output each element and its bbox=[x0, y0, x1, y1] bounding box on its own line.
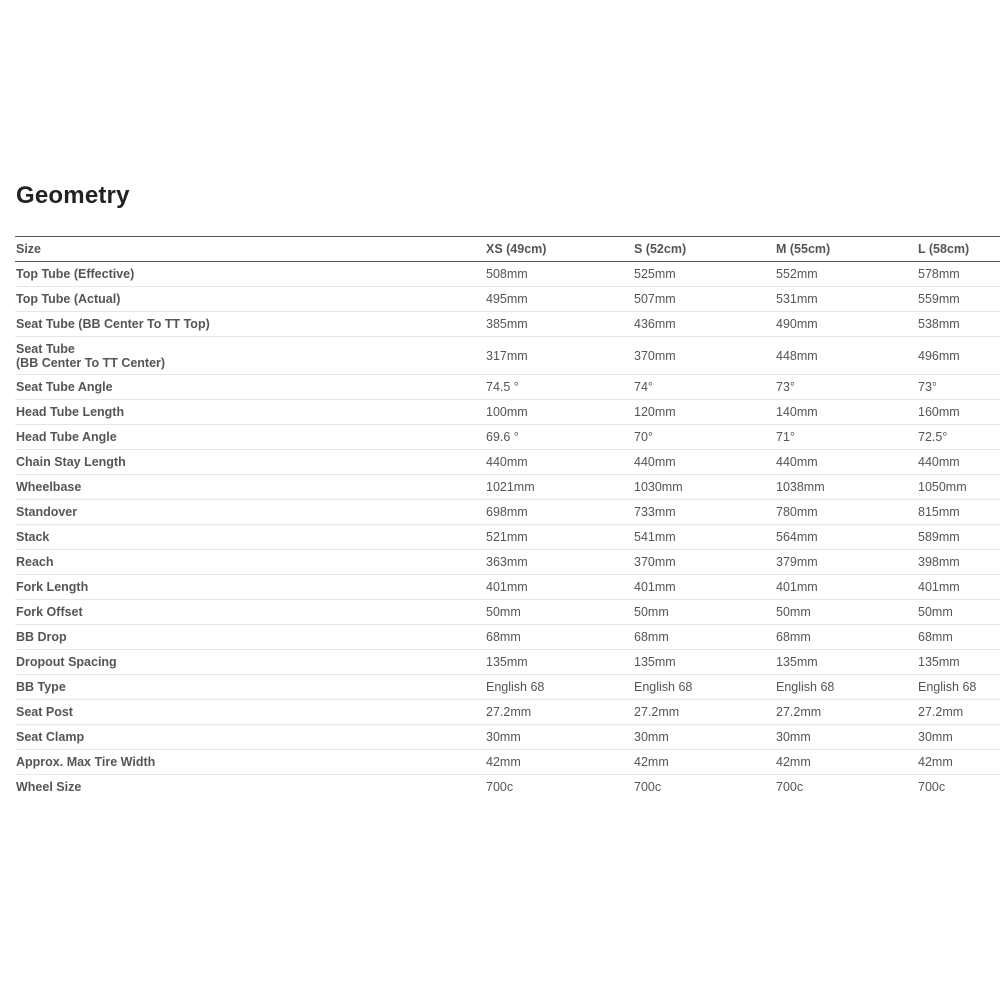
row-s-cell: 50mm bbox=[633, 600, 775, 625]
table-row bbox=[15, 500, 1000, 525]
row-m-cell: 1038mm bbox=[775, 475, 917, 500]
row-l-cell: 73° bbox=[917, 375, 1000, 400]
table-row bbox=[15, 262, 1000, 287]
row-label-cell: BB Type bbox=[15, 675, 485, 700]
row-l-cell: 538mm bbox=[917, 312, 1000, 337]
row-l-cell: 815mm bbox=[917, 500, 1000, 525]
row-l-cell: 401mm bbox=[917, 575, 1000, 600]
row-m-cell: 780mm bbox=[775, 500, 917, 525]
row-m-cell: 564mm bbox=[775, 525, 917, 550]
row-l-cell: 135mm bbox=[917, 650, 1000, 675]
row-label-cell: Seat Tube (BB Center To TT Center) bbox=[15, 337, 485, 375]
row-xs-cell: 317mm bbox=[485, 337, 633, 375]
row-m-cell: 73° bbox=[775, 375, 917, 400]
table-row bbox=[15, 400, 1000, 425]
row-m-cell: 135mm bbox=[775, 650, 917, 675]
row-m-cell: 440mm bbox=[775, 450, 917, 475]
row-l-cell: English 68 bbox=[917, 675, 1000, 700]
row-label-cell: Top Tube (Effective) bbox=[15, 262, 485, 287]
table-row bbox=[15, 475, 1000, 500]
header-size: Size bbox=[15, 237, 485, 262]
row-s-cell: 120mm bbox=[633, 400, 775, 425]
table-row bbox=[15, 575, 1000, 600]
row-xs-cell: 700c bbox=[486, 780, 514, 794]
table-row bbox=[15, 750, 1000, 775]
row-s-cell: 401mm bbox=[633, 575, 775, 600]
row-l-cell: 68mm bbox=[917, 625, 1000, 650]
row-label-cell: Seat Post bbox=[15, 700, 485, 725]
row-m-cell: 71° bbox=[775, 425, 917, 450]
row-label-cell: BB Drop bbox=[15, 625, 485, 650]
row-m-cell: 42mm bbox=[775, 750, 917, 775]
row-label-cell: Wheelbase bbox=[15, 475, 485, 500]
row-xs-cell: 508mm bbox=[485, 262, 633, 287]
table-row bbox=[15, 725, 1000, 750]
row-s-cell: 436mm bbox=[633, 312, 775, 337]
table-row bbox=[15, 425, 1000, 450]
row-label-cell: Seat Tube Angle bbox=[15, 375, 485, 400]
row-l-cell: 440mm bbox=[917, 450, 1000, 475]
table-row bbox=[15, 700, 1000, 725]
row-xs-cell: 440mm bbox=[485, 450, 633, 475]
row-s-cell: 440mm bbox=[633, 450, 775, 475]
row-s-cell: 370mm bbox=[633, 337, 775, 375]
row-xs-cell: 68mm bbox=[485, 625, 633, 650]
row-s-cell: 525mm bbox=[633, 262, 775, 287]
row-xs-cell: 100mm bbox=[485, 400, 633, 425]
row-s-cell: 74° bbox=[633, 375, 775, 400]
row-label-cell: Head Tube Length bbox=[15, 400, 485, 425]
row-xs-cell: 698mm bbox=[485, 500, 633, 525]
row-label-cell: Head Tube Angle bbox=[15, 425, 485, 450]
row-xs-cell: 42mm bbox=[485, 750, 633, 775]
row-xs-cell: 50mm bbox=[485, 600, 633, 625]
row-xs-cell: 385mm bbox=[485, 312, 633, 337]
row-s-cell: 1030mm bbox=[633, 475, 775, 500]
row-xs-cell: 521mm bbox=[485, 525, 633, 550]
row-l-cell: 589mm bbox=[917, 525, 1000, 550]
row-m-cell: 490mm bbox=[775, 312, 917, 337]
row-s-cell: 42mm bbox=[633, 750, 775, 775]
row-l-cell: 578mm bbox=[917, 262, 1000, 287]
row-xs-cell: 30mm bbox=[485, 725, 633, 750]
row-s-cell: 135mm bbox=[633, 650, 775, 675]
row-label-cell: Standover bbox=[15, 500, 485, 525]
row-m-cell: 30mm bbox=[775, 725, 917, 750]
row-s-cell: 68mm bbox=[633, 625, 775, 650]
table-row bbox=[15, 287, 1000, 312]
row-label-cell: Stack bbox=[15, 525, 485, 550]
row-l-cell: 700c bbox=[918, 780, 946, 794]
row-m-cell: 448mm bbox=[775, 337, 917, 375]
row-s-cell: 70° bbox=[633, 425, 775, 450]
row-l-cell: 496mm bbox=[917, 337, 1000, 375]
row-s-cell: 541mm bbox=[633, 525, 775, 550]
table-header-row bbox=[15, 237, 1000, 262]
row-m-cell: 700c bbox=[776, 780, 804, 794]
table-row bbox=[15, 600, 1000, 625]
row-label-cell: Dropout Spacing bbox=[15, 650, 485, 675]
row-m-cell: 531mm bbox=[775, 287, 917, 312]
table-row bbox=[15, 312, 1000, 337]
row-s-cell: 27.2mm bbox=[633, 700, 775, 725]
header-s: S (52cm) bbox=[633, 237, 775, 262]
row-xs-cell: 74.5 ° bbox=[485, 375, 633, 400]
row-l-cell: 160mm bbox=[917, 400, 1000, 425]
row-m-cell: 50mm bbox=[775, 600, 917, 625]
row-m-cell: 552mm bbox=[775, 262, 917, 287]
row-label-cell: Reach bbox=[15, 550, 485, 575]
row-xs-cell: 69.6 ° bbox=[485, 425, 633, 450]
row-s-cell: 370mm bbox=[633, 550, 775, 575]
table-row bbox=[15, 337, 1000, 375]
row-l-cell: 559mm bbox=[917, 287, 1000, 312]
row-m-cell: 68mm bbox=[775, 625, 917, 650]
row-m-cell: 140mm bbox=[775, 400, 917, 425]
row-s-cell: 507mm bbox=[633, 287, 775, 312]
row-l-cell: 27.2mm bbox=[917, 700, 1000, 725]
header-l: L (58cm) bbox=[917, 237, 1000, 262]
row-l-cell: 72.5° bbox=[917, 425, 1000, 450]
row-s-cell: 733mm bbox=[633, 500, 775, 525]
row-m-cell: English 68 bbox=[775, 675, 917, 700]
row-xs-cell: English 68 bbox=[485, 675, 633, 700]
table-row bbox=[15, 775, 1000, 800]
table-row bbox=[15, 675, 1000, 700]
table-row bbox=[15, 625, 1000, 650]
row-s-cell: 30mm bbox=[633, 725, 775, 750]
row-label-cell: Approx. Max Tire Width bbox=[15, 750, 485, 775]
row-l-cell: 398mm bbox=[917, 550, 1000, 575]
page-title: Geometry bbox=[16, 182, 130, 209]
row-s-cell: English 68 bbox=[633, 675, 775, 700]
row-xs-cell: 1021mm bbox=[485, 475, 633, 500]
row-l-cell: 42mm bbox=[917, 750, 1000, 775]
row-label-cell: Fork Offset bbox=[15, 600, 485, 625]
row-l-cell: 50mm bbox=[917, 600, 1000, 625]
row-m-cell: 379mm bbox=[775, 550, 917, 575]
geometry-table bbox=[15, 236, 1000, 799]
header-xs: XS (49cm) bbox=[485, 237, 633, 262]
table-body bbox=[15, 262, 1000, 800]
row-s-cell: 700c bbox=[634, 780, 662, 794]
table-row bbox=[15, 450, 1000, 475]
row-l-cell: 1050mm bbox=[917, 475, 1000, 500]
row-m-cell: 401mm bbox=[775, 575, 917, 600]
row-xs-cell: 135mm bbox=[485, 650, 633, 675]
table-row bbox=[15, 375, 1000, 400]
row-label-cell: Seat Tube (BB Center To TT Top) bbox=[15, 312, 485, 337]
table-row bbox=[15, 650, 1000, 675]
row-label-cell: Chain Stay Length bbox=[15, 450, 485, 475]
row-label-cell: Seat Clamp bbox=[15, 725, 485, 750]
row-m-cell: 27.2mm bbox=[775, 700, 917, 725]
table-row bbox=[15, 550, 1000, 575]
row-label-cell: Top Tube (Actual) bbox=[15, 287, 485, 312]
row-label-cell: Wheel Size bbox=[16, 780, 82, 794]
row-xs-cell: 401mm bbox=[485, 575, 633, 600]
header-m: M (55cm) bbox=[775, 237, 917, 262]
row-xs-cell: 363mm bbox=[485, 550, 633, 575]
row-xs-cell: 27.2mm bbox=[485, 700, 633, 725]
row-l-cell: 30mm bbox=[917, 725, 1000, 750]
row-label-cell: Fork Length bbox=[15, 575, 485, 600]
row-xs-cell: 495mm bbox=[485, 287, 633, 312]
table-row bbox=[15, 525, 1000, 550]
